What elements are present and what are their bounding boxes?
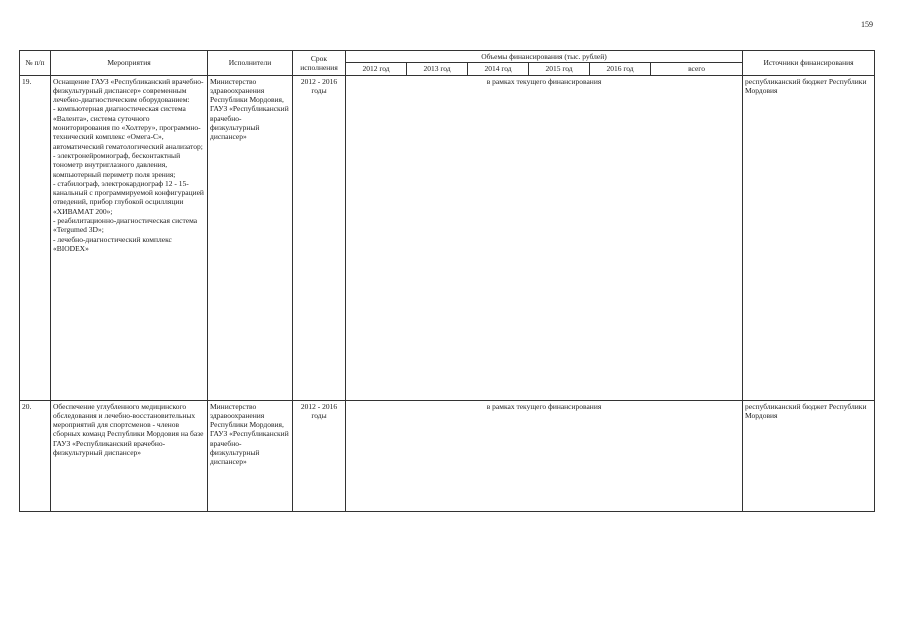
row-source: республиканский бюджет Республики Мордовия [743,75,875,400]
row-num: 19. [20,75,51,400]
program-activities-table [19,50,875,512]
row-term: 2012 - 2016 годы [293,75,346,400]
row-executors: Министерство здравоохранения Республики Мордовия, ГАУЗ «Республиканский врачебно-физкультурный диспансер» [208,75,293,400]
table-row [20,75,875,400]
header-term: Срок исполнения [293,51,346,76]
header-executors: Исполнители [208,51,293,76]
header-num: № п/п [20,51,51,76]
header-sources: Источники финансирования [743,51,875,76]
row-num: 20. [20,400,51,511]
row-term: 2012 - 2016 годы [293,400,346,511]
header-activity: Мероприятия [51,51,208,76]
row-executors: Министерство здравоохранения Республики Мордовия, ГАУЗ «Республиканский врачебно-физкультурный диспансер» [208,400,293,511]
row-source: республиканский бюджет Республики Мордовия [743,400,875,511]
page-number: 159 [861,20,873,29]
table-row [20,400,875,511]
header-funding: Объемы финансирования (тыс. рублей) [346,51,743,63]
header-year-2014: 2014 год [468,63,529,75]
row-funding-note: в рамках текущего финансирования [346,75,743,400]
header-year-2012: 2012 год [346,63,407,75]
header-year-2015: 2015 год [529,63,590,75]
header-year-2013: 2013 год [407,63,468,75]
row-funding-note: в рамках текущего финансирования [346,400,743,511]
header-year-2016: 2016 год [590,63,651,75]
row-activity: Оснащение ГАУЗ «Республиканский врачебно-физкультурный диспансер» современным лечебно-диагностическим оборудованием: - компьютерная диагностическая система «Валента», система суточного мониторирования по «Холтеру», программно-технический комплекс «Омега-С», автоматический гематологический анализатор; - электронейромиограф, бесконтактный тонометр внутриглазного давления, компьютерный периметр поля зрения; - стабилограф, электрокардиограф 12 - 15-канальный с программируемой конфигурацией отведений, прибор глубокой осцилляции «ХИВАМАТ 200»; - реабилитационно-диагностическая система «Tergumed 3D»; - лечебно-диагностический комплекс «BIODEX» [51,75,208,400]
row-activity: Обеспечение углубленного медицинского обследования и лечебно-восстановительных мероприятий для спортсменов - членов сборных команд Республики Мордовия на базе ГАУЗ «Республиканский врачебно-физкультурный диспансер» [51,400,208,511]
header-total: всего [651,63,743,75]
